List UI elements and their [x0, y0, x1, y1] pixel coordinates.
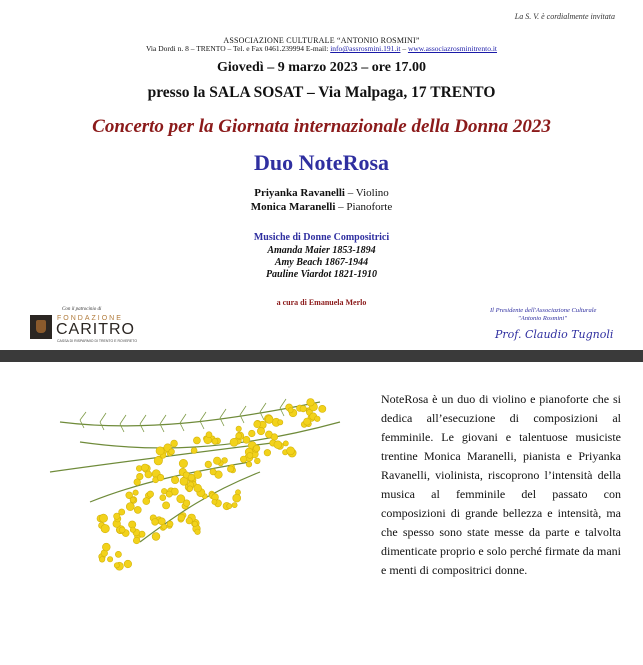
mimosa-blossom — [99, 557, 105, 563]
mimosa-blossom — [134, 506, 141, 513]
mimosa-blossom — [171, 440, 178, 447]
president-association: "Antonio Rosmini" — [518, 315, 567, 322]
mimosa-blossom — [240, 456, 247, 463]
performer-role: – Violino — [345, 187, 389, 199]
mimosa-blossom — [102, 543, 110, 551]
logo-foundation-text: FONDAZIONE — [57, 315, 123, 322]
mimosa-blossom — [152, 533, 160, 541]
mimosa-blossom — [264, 449, 271, 456]
mimosa-blossom — [178, 514, 185, 521]
mimosa-blossom — [134, 479, 141, 486]
mimosa-blossom — [143, 498, 150, 505]
email-link[interactable]: info@assrosmini.191.it — [330, 44, 401, 53]
mimosa-blossom — [246, 462, 252, 468]
mimosa-blossom — [315, 416, 321, 422]
mimosa-blossom — [130, 497, 135, 502]
mimosa-blossom — [205, 461, 212, 468]
mimosa-blossom — [287, 447, 295, 455]
mimosa-blossom — [124, 560, 132, 568]
mimosa-blossom — [133, 490, 138, 495]
mimosa-blossom — [156, 447, 164, 455]
mimosa-blossom — [169, 449, 175, 455]
ensemble-name: Duo NoteRosa — [253, 150, 390, 175]
mimosa-blossom — [154, 457, 162, 465]
mimosa-blossom — [265, 416, 273, 424]
mimosa-blossom — [179, 459, 187, 467]
performer — [0, 186, 643, 200]
mimosa-blossom — [236, 433, 242, 439]
mimosa-blossom — [114, 563, 119, 568]
composer: Amanda Maier 1853-1894 — [267, 245, 376, 256]
mimosa-blossom — [119, 527, 125, 533]
mimosa-blossom — [167, 521, 173, 527]
address-separator: – — [400, 44, 408, 53]
mimosa-blossom — [147, 491, 153, 497]
mimosa-blossom — [171, 476, 178, 483]
mimosa-blossom — [304, 418, 311, 425]
event-place: presso la SALA SOSAT – Via Malpaga, 17 TRENTO — [147, 84, 496, 101]
mimosa-blossom — [319, 405, 326, 412]
mimosa-blossom — [243, 436, 250, 443]
association-name: ASSOCIAZIONE CULTURALE “ANTONIO ROSMINI” — [223, 36, 420, 45]
description-page — [0, 362, 643, 665]
mimosa-blossom — [254, 421, 261, 428]
website-link[interactable]: www.associazrosminitrento.it — [407, 44, 498, 53]
mimosa-blossom — [152, 519, 159, 526]
mimosa-blossom — [212, 438, 218, 444]
mimosa-blossom — [257, 427, 264, 434]
performer-role: – Pianoforte — [335, 201, 393, 213]
curator-line: a cura di Emanuela Merlo — [276, 298, 367, 307]
mimosa-blossom — [126, 503, 134, 511]
mimosa-blossom — [166, 491, 172, 497]
caritro-logo-icon — [30, 315, 52, 339]
mimosa-blossom — [254, 445, 260, 451]
invite-note: La S. V. è cordialmente invitata — [514, 12, 615, 21]
mimosa-blossom — [107, 557, 112, 562]
mimosa-blossom — [162, 524, 167, 529]
mimosa-blossom — [212, 499, 217, 504]
mimosa-blossom — [230, 438, 238, 446]
mimosa-blossom — [274, 441, 282, 449]
mimosa-blossom — [195, 529, 201, 535]
mimosa-blossom — [130, 527, 135, 532]
mimosa-blossom — [114, 513, 120, 519]
mimosa-blossom — [254, 458, 260, 464]
mimosa-blossom — [288, 408, 293, 413]
mimosa-blossom — [233, 494, 241, 502]
patronage-label: Con il patrocinio di — [62, 307, 102, 312]
mimosa-blossom — [210, 469, 216, 475]
mimosa-blossom — [227, 466, 233, 472]
caritro-logo — [30, 315, 160, 341]
mimosa-blossom — [133, 537, 140, 544]
mimosa-blossom — [191, 448, 197, 454]
composers-list — [0, 245, 643, 281]
mimosa-blossom — [115, 551, 121, 557]
mimosa-blossom — [300, 406, 306, 412]
mimosa-blossom — [278, 420, 283, 425]
mimosa-blossom — [163, 502, 170, 509]
address-text: Via Dordi n. 8 – TRENTO – Tel. e Fax 0461.239994 E-mail: — [145, 44, 331, 53]
mimosa-blossom — [187, 486, 193, 492]
mimosa-blossom — [160, 495, 166, 501]
mimosa-image — [20, 382, 350, 592]
president-signature: Prof. Claudio Tugnoli — [495, 328, 614, 341]
performer — [0, 200, 643, 214]
mimosa-blossom — [206, 432, 212, 438]
event-date: Giovedì – 9 marzo 2023 – ore 17.00 — [217, 60, 426, 75]
performer-name: Priyanka Ravanelli — [254, 187, 345, 199]
mimosa-blossom — [101, 524, 109, 532]
mimosa-blossom — [249, 430, 256, 437]
mimosa-blossom — [236, 426, 241, 431]
mimosa-blossom — [186, 518, 192, 524]
logo-subtitle-text: CASSA DI RISPARMIO DI TRENTO E ROVERETO — [57, 339, 138, 343]
logo-name-text: CARITRO — [56, 321, 135, 338]
mimosa-blossom — [177, 495, 185, 503]
mimosa-blossoms — [97, 399, 326, 571]
mimosa-blossom — [188, 474, 195, 481]
mimosa-blossom — [227, 504, 232, 509]
performers-list — [0, 186, 643, 214]
association-address — [0, 44, 643, 53]
mimosa-blossom — [194, 484, 202, 492]
mimosa-blossom — [158, 518, 165, 525]
performer-name: Monica Maranelli — [250, 201, 336, 213]
president-block — [490, 307, 596, 323]
mimosa-blossom — [157, 474, 164, 481]
page-separator — [0, 350, 643, 362]
mimosa-blossom — [232, 503, 237, 508]
description-text: NoteRosa è un duo di violino e pianoforte che si dedica all’esecuzione di composizioni al femminile. Le giovani e talentuose musiciste trentine Monica Maranelli, pianista e Priyanka Ravanelli, violinista, riscoprono l’intensità della musica al femminile del passato con composizioni di grande bellezza e intensità, ma che spesso sono state messe da parte e talvolta dimenticate proprio e solo perché firmate da mani e menti di compositrici donne. — [381, 392, 621, 577]
mimosa-blossom — [247, 452, 253, 458]
composer: Amy Beach 1867-1944 — [274, 257, 369, 268]
mimosa-blossom — [192, 521, 197, 526]
mimosa-blossom — [193, 437, 200, 444]
mimosa-blossom — [271, 434, 278, 441]
concert-title: Concerto per la Giornata internazionale della Donna 2023 — [92, 116, 551, 137]
mimosa-blossom — [307, 399, 315, 407]
mimosa-blossom — [145, 471, 152, 478]
program-title: Musiche di Donne Compositrici — [253, 232, 390, 243]
composer: Pauline Viardot 1821-1910 — [265, 269, 378, 280]
president-title: Il Presidente dell'Associazione Culturale — [490, 307, 597, 314]
mimosa-blossom — [141, 464, 148, 471]
mimosa-blossom — [283, 441, 288, 446]
mimosa-blossom — [213, 457, 220, 464]
mimosa-blossom — [99, 514, 107, 522]
